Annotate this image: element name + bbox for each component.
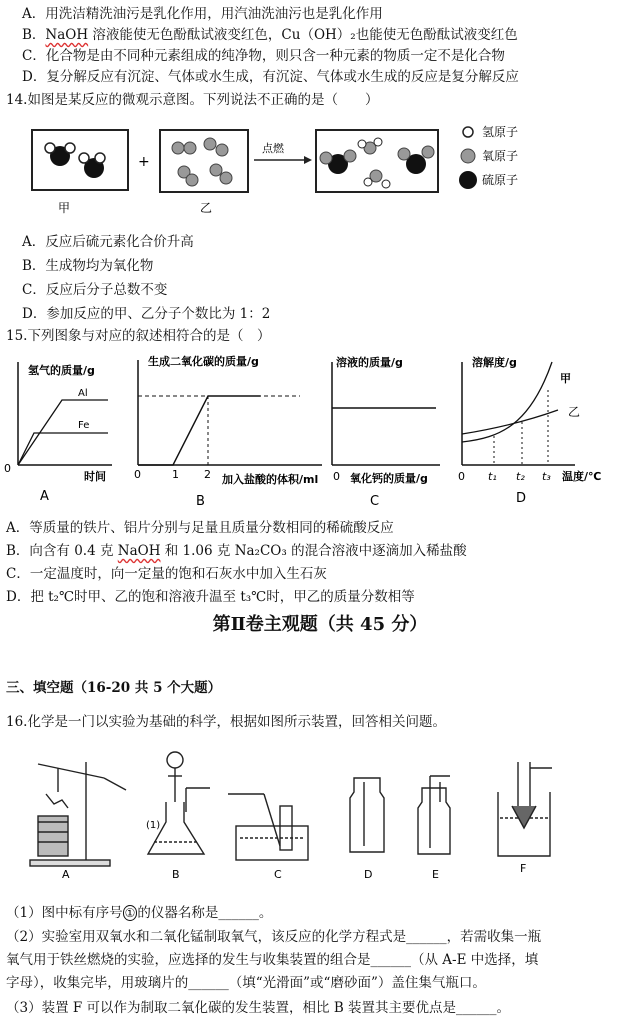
- apparatus-a: [30, 762, 126, 866]
- q16-sub3: （3）装置 F 可以作为制取二氧化碳的发生装置，相比 B 装置其主要优点是______。: [6, 1000, 511, 1016]
- chart-b-xlabel: 加入盐酸的体积/ml: [222, 473, 319, 486]
- oxygen-atom: [320, 152, 332, 164]
- q15-option-b: B．向含有 0.4 克 NaOH 和 1.06 克 Na₂CO₃ 的混合溶液中逐滴加入稀盐酸: [6, 543, 467, 559]
- box-yi: [160, 130, 248, 192]
- q15-charts: [0, 350, 640, 515]
- q13-option-b: B．NaOH 溶液能使无色酚酞试液变红色，Cu（OH）₂也能使无色酚酞试液变红色: [22, 27, 518, 43]
- naoh-term: NaOH: [117, 543, 161, 559]
- legend-oxygen: 氧原子: [482, 149, 519, 163]
- chart-d-tick-t3: t₃: [542, 470, 551, 483]
- chart-c-title: 溶液的质量/g: [336, 356, 403, 369]
- label-c: C: [274, 868, 282, 881]
- legend-hydrogen: 氢原子: [482, 125, 519, 139]
- legend-sulfur: 硫原子: [482, 173, 519, 187]
- q16-sub2-line3: 字母），收集完毕，用玻璃片的______（填“光滑面”或“磨砂面”）盖住集气瓶口。: [6, 975, 486, 991]
- oxygen-atom: [398, 148, 410, 160]
- hydrogen-atom: [374, 138, 382, 146]
- chart-c: [332, 355, 440, 509]
- label-d: D: [364, 868, 373, 881]
- chart-a-xlabel: 时间: [84, 470, 106, 483]
- q14-option-b: B．生成物均为氧化物: [22, 258, 154, 274]
- label-a: A: [62, 868, 70, 881]
- chart-a: [4, 362, 112, 504]
- chart-c-caption: C: [370, 494, 380, 509]
- chart-a-series-fe: [18, 433, 108, 465]
- q16-sub2-line2: 氧气用于铁丝燃烧的实验，应选择的发生与收集装置的组合是______（从 A-E 中选择，填: [6, 952, 539, 968]
- q14-option-a: A．反应后硫元素化合价升高: [22, 234, 194, 250]
- chart-c-xlabel: 氧化钙的质量/g: [350, 472, 428, 485]
- oxygen-atom: [210, 164, 222, 176]
- apparatus-f: [498, 762, 552, 856]
- circled-1-icon: ①: [124, 906, 136, 920]
- chart-d-origin: 0: [458, 470, 465, 483]
- oxygen-atom: [344, 150, 356, 162]
- q15-option-c: C．一定温度时，向一定量的饱和石灰水中加入生石灰: [6, 566, 327, 582]
- q13-option-d: D．复分解反应有沉淀、气体或水生成，有沉淀、气体或水生成的反应是复分解反应: [22, 69, 519, 85]
- chart-d-caption: D: [516, 491, 527, 506]
- chart-d-xlabel: 温度/℃: [562, 470, 602, 483]
- label-f: F: [520, 862, 527, 875]
- chart-a-origin: 0: [4, 462, 11, 475]
- chart-b-caption: B: [196, 494, 205, 509]
- chart-b-tick-0: 0: [134, 468, 141, 481]
- chart-d-tick-t2: t₂: [516, 470, 525, 483]
- label-yi: 乙: [200, 201, 213, 215]
- apparatus-b: [148, 752, 210, 854]
- chart-d-series-jia: [462, 362, 552, 442]
- hydrogen-atom: [95, 153, 105, 163]
- oxygen-atom: [220, 172, 232, 184]
- q16-apparatus-figure: [18, 742, 578, 882]
- chart-b-tick-1: 1: [172, 468, 179, 481]
- chart-b-title: 生成二氧化碳的质量/g: [148, 355, 259, 368]
- chart-b-tick-2: 2: [204, 468, 211, 481]
- chart-d-series-yi: [462, 410, 558, 434]
- chart-b: [134, 354, 322, 509]
- legend-hydrogen-icon: [463, 127, 473, 137]
- hydrogen-atom: [358, 140, 366, 148]
- chart-d-tick-t1: t₁: [488, 470, 497, 483]
- hydrogen-atom: [45, 143, 55, 153]
- hydrogen-atom: [65, 143, 75, 153]
- hydrogen-atom: [79, 153, 89, 163]
- chart-a-legend-fe: Fe: [78, 420, 90, 431]
- chart-a-caption: A: [40, 489, 49, 504]
- legend-oxygen-icon: [461, 149, 475, 163]
- chart-a-title: 氢气的质量/g: [28, 364, 95, 377]
- oxygen-atom: [204, 138, 216, 150]
- q15-option-a: A．等质量的铁片、铝片分别与足量且质量分数相同的稀硫酸反应: [6, 520, 394, 536]
- q14-reaction-diagram: [20, 118, 580, 220]
- chart-b-series: [138, 396, 261, 465]
- label-e: E: [432, 868, 439, 881]
- oxygen-atom: [422, 146, 434, 158]
- chart-d-title: 溶解度/g: [472, 356, 517, 369]
- chart-d: [458, 355, 601, 506]
- q15-option-d: D．把 t₂℃时甲、乙的饱和溶液升温至 t₃℃时，甲乙的质量分数相等: [6, 589, 415, 605]
- q16-sub2-line1: （2）实验室用双氧水和二氧化锰制取氧气，该反应的化学方程式是______，若需收集一瓶: [6, 929, 542, 945]
- label-jia: 甲: [58, 201, 71, 215]
- q13-option-a: A．用洗洁精洗油污是乳化作用，用汽油洗油污也是乳化作用: [22, 6, 383, 22]
- hydrogen-atom: [364, 178, 372, 186]
- oxygen-atom: [216, 144, 228, 156]
- chart-c-origin: 0: [333, 470, 340, 483]
- hydrogen-atom: [382, 180, 390, 188]
- part2-title: 第Ⅱ卷主观题（共 45 分）: [212, 614, 428, 635]
- oxygen-atom: [184, 142, 196, 154]
- q14-option-d: D．参加反应的甲、乙分子个数比为 1：2: [22, 306, 271, 322]
- q15-stem: 15.下列图象与对应的叙述相符合的是（ ）: [6, 328, 271, 344]
- plus-sign: +: [138, 154, 150, 170]
- chart-d-legend-yi: 乙: [568, 405, 581, 419]
- oxygen-atom: [172, 142, 184, 154]
- legend-sulfur-icon: [459, 171, 477, 189]
- oxygen-atom: [186, 174, 198, 186]
- q16-stem: 16.化学是一门以实验为基础的科学，根据如图所示装置，回答相关问题。: [6, 714, 446, 730]
- q14-stem: 14.如图是某反应的微观示意图。下列说法不正确的是（ ）: [6, 92, 379, 108]
- marker-1: (1): [146, 820, 161, 831]
- chart-d-legend-jia: 甲: [560, 372, 571, 385]
- chart-a-legend-al: Al: [78, 388, 88, 399]
- q16-sub1: （1）图中标有序号 ① 的仪器名称是______。: [6, 905, 273, 921]
- apparatus-e: [418, 776, 450, 854]
- q13-option-c: C．化合物是由不同种元素组成的纯净物，则只含一种元素的物质一定不是化合物: [22, 48, 505, 64]
- label-b: B: [172, 868, 180, 881]
- arrow-head-icon: [304, 156, 312, 164]
- naoh-term: NaOH: [45, 27, 89, 43]
- apparatus-d: [350, 778, 384, 852]
- q14-option-c: C．反应后分子总数不变: [22, 282, 168, 298]
- arrow-label: 点燃: [262, 142, 284, 155]
- section-3-heading: 三、填空题（16-20 共 5 个大题）: [6, 680, 222, 696]
- apparatus-c: [228, 794, 308, 860]
